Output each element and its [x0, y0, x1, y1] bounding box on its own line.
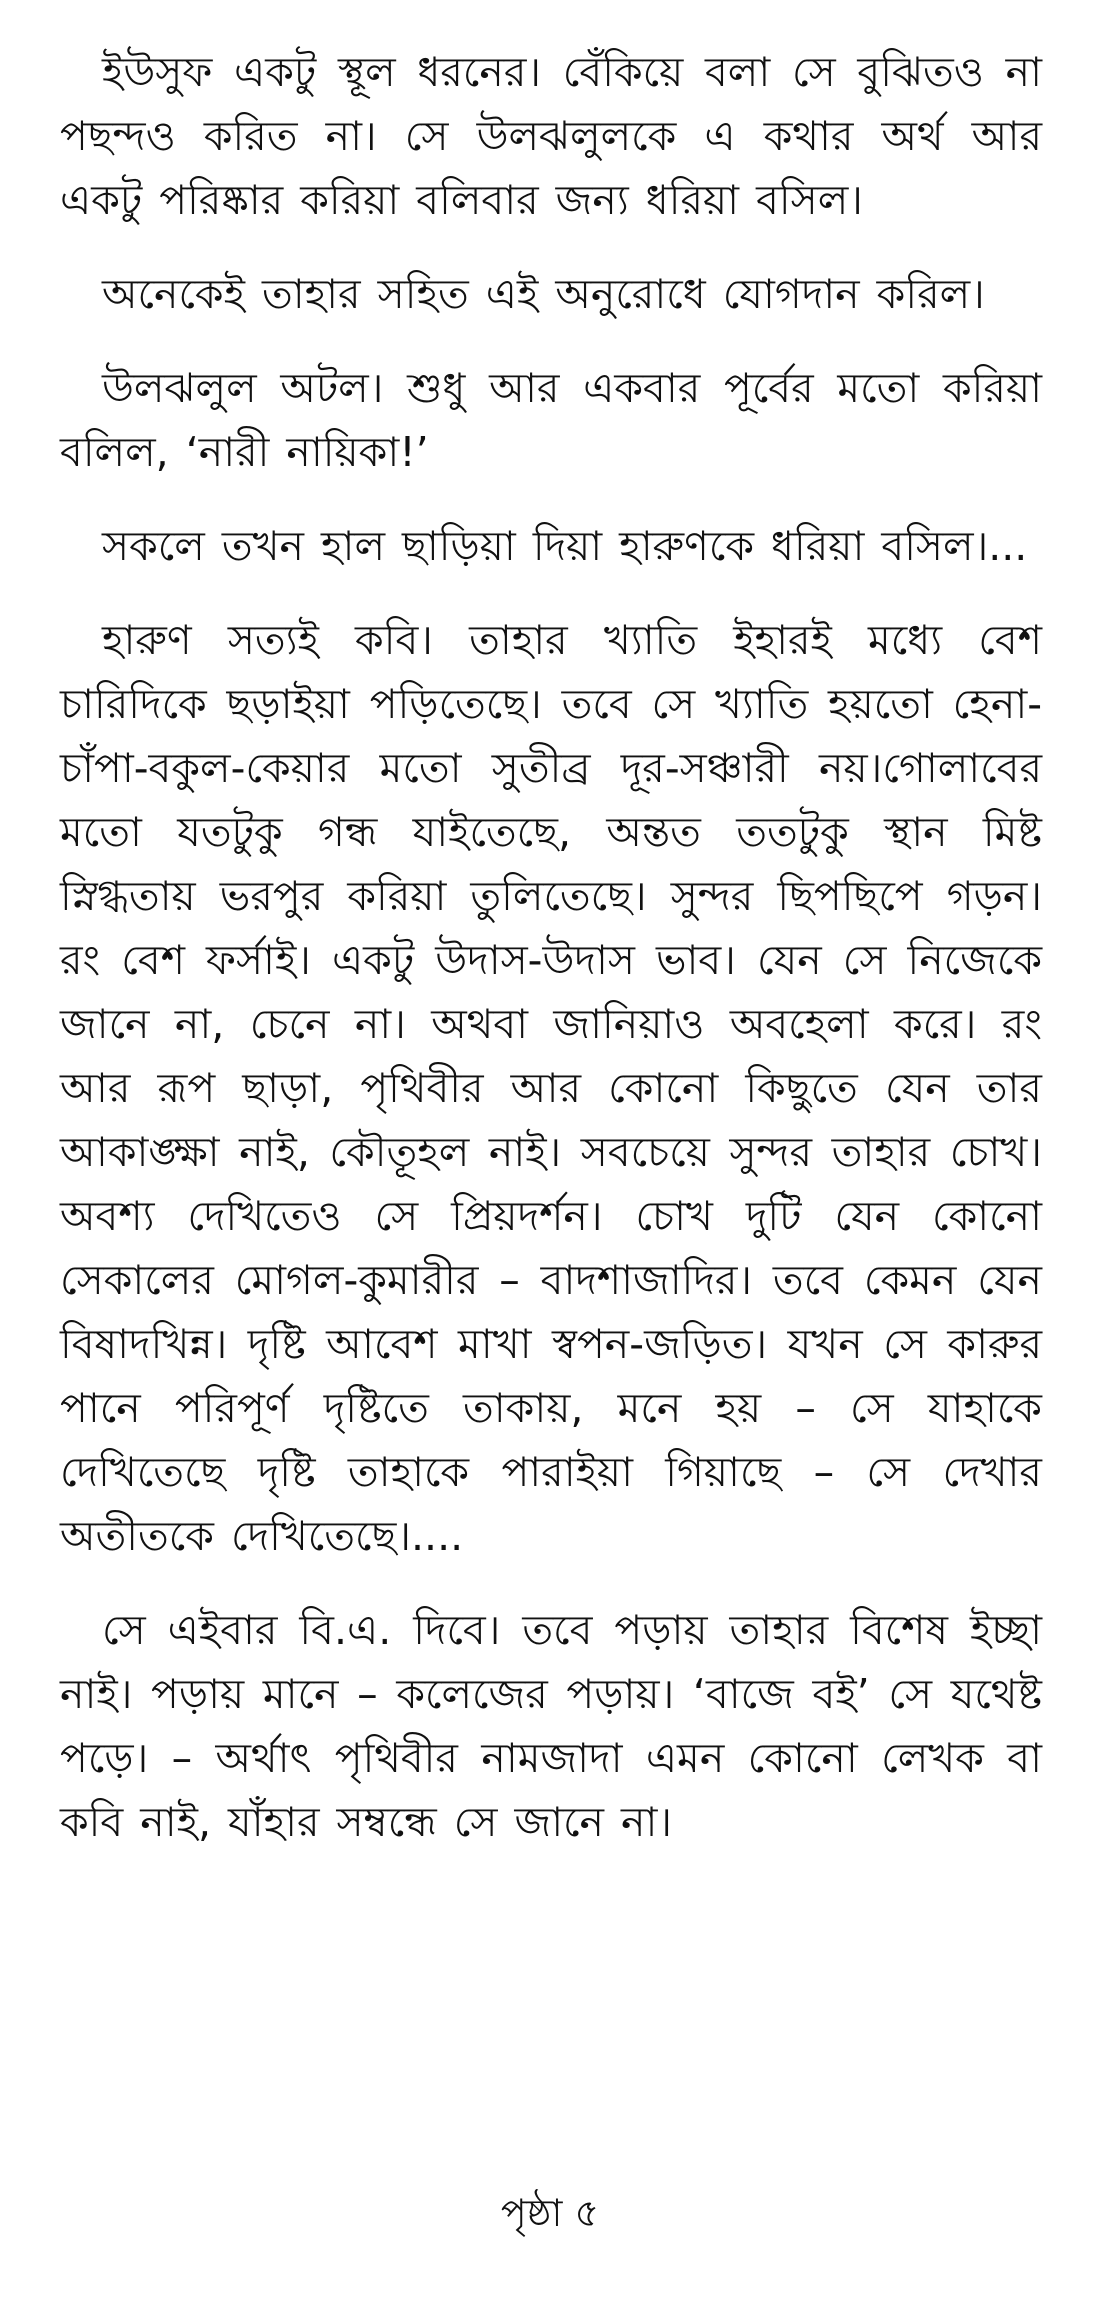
page-number: পৃষ্ঠা ৫ — [500, 2191, 600, 2235]
paragraph-harun-poet: হারুণ সত্যই কবি। তাহার খ্যাতি ইহারই মধ্যে বেশ চারিদিকে ছড়াইয়া পড়িতেছে। তবে সে খ্যাতি হয়তো হেনা-চাঁপা-বকুল-কেয়ার মতো সুতীব্র দূর-সঞ্চারী নয়।গোলাবের মতো যতটুকু গন্ধ যাইতেছে, অন্তত ততটুকু স্থান মিষ্ট স্নিগ্ধতায় ভরপুর করিয়া তুলিতেছে। সুন্দর ছিপছিপে গড়ন। রং বেশ ফর্সাই। একটু উদাস-উদাস ভাব। যেন সে নিজেকে জানে না, চেনে না। অথবা জানিয়াও অবহেলা করে। রং আর রূপ ছাড়া, পৃথিবীর আর কোনো কিছুতে যেন তার আকাঙ্ক্ষা নাই, কৌতূহল নাই। সবচেয়ে সুন্দর তাহার চোখ। অবশ্য দেখিতেও সে প্রিয়দর্শন। চোখ দুটি যেন কোনো সেকালের মোগল-কুমারীর – বাদশাজাদির। তবে কেমন যেন বিষাদখিন্ন। দৃষ্টি আবেশ মাখা স্বপন-জড়িত। যখন সে কারুর পানে পরিপূর্ণ দৃষ্টিতে তাকায়, মনে হয় – সে যাহাকে দেখিতেছে দৃষ্টি তাহাকে পারাইয়া গিয়াছে – সে দেখার অতীতকে দেখিতেছে।.... — [60, 616, 1042, 1560]
paragraph-harun-study: সে এইবার বি.এ. দিবে। তবে পড়ায় তাহার বিশেষ ইচ্ছা নাই। পড়ায় মানে – কলেজের পড়ায়। ‘বাজে বই’ সে যথেষ্ট পড়ে। – অর্থাৎ পৃথিবীর নামজাদা এমন কোনো লেখক বা কবি নাই, যাঁহার সম্বন্ধে সে জানে না। — [60, 1606, 1042, 1846]
paragraph-everyone: সকলে তখন হাল ছাড়িয়া দিয়া হারুণকে ধরিয়া বসিল।... — [102, 522, 1028, 570]
paragraph-request: অনেকেই তাহার সহিত এই অনুরোধে যোগদান করিল। — [102, 270, 985, 318]
paragraph-ulojhulul: উলঝলুল অটল। শুধু আর একবার পূর্বের মতো করিয়া বলিল, ‘নারী নায়িকা!’ — [60, 364, 1042, 476]
page-body — [60, 40, 1042, 1884]
paragraph-yusuf: ইউসুফ একটু স্থূল ধরনের। বেঁকিয়ে বলা সে বুঝিতও না পছন্দও করিত না। সে উলঝলুলকে এ কথার অর্থ আর একটু পরিষ্কার করিয়া বলিবার জন্য ধরিয়া বসিল। — [60, 48, 1042, 224]
